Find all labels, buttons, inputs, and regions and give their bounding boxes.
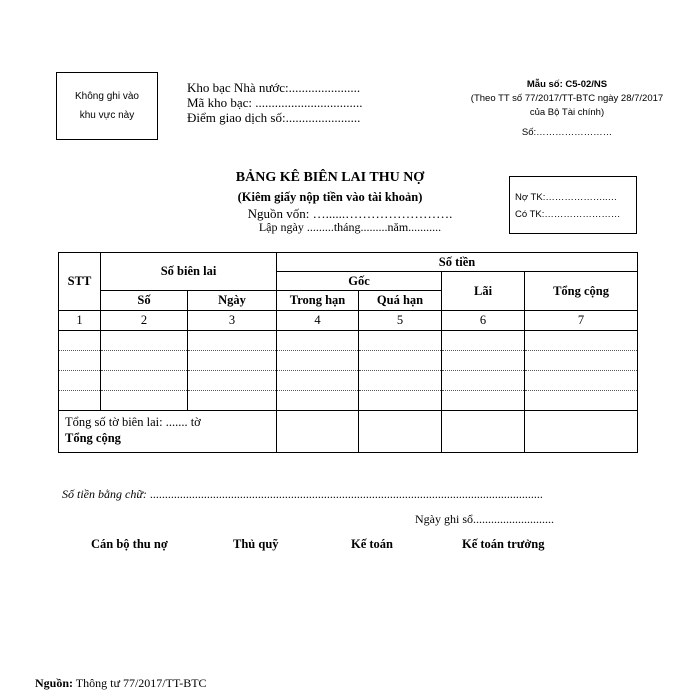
total-label: Tổng cộng [65,431,121,445]
header-so-tien: Số tiền [277,253,638,272]
document-subtitle: (Kiêm giấy nộp tiền vào tài khoản) [237,190,423,204]
funding-source: Nguồn vốn: …......……………………. [247,206,453,221]
col-number: 1 [59,311,101,331]
form-number: Mẫu số: C5-02/NS [526,79,608,90]
table-row [59,391,638,411]
account-box [509,176,637,234]
reserved-area-box [56,72,158,140]
header-qua-han: Quá hạn [359,291,442,311]
source-label: Nguồn: [35,676,74,690]
amount-words-label: Số tiền bằng chữ: [62,487,147,501]
form-reference [452,78,682,140]
kho-bac-line: Kho bạc Nhà nước:...................... [187,80,361,95]
credit-account: Có TK:…………………… [515,209,621,220]
receipt-table [58,252,638,453]
table-row [59,371,638,391]
total-sheets: Tổng số tờ biên lai: ....... tờ [65,415,201,429]
document-title: BẢNG KÊ BIÊN LAI THU NỢ [235,170,425,185]
col-number: 2 [101,311,188,331]
total-cell [59,411,277,453]
form-serial: Số:…………………… [521,127,613,138]
form-authority: của Bộ Tài chính) [529,107,605,118]
header-lai: Lãi [442,272,525,311]
col-number: 3 [188,311,277,331]
sig-ke-toan: Kế toán [351,537,394,551]
col-number: 5 [359,311,442,331]
date-created: Lập ngày .........tháng.........năm........... [258,220,442,234]
col-number: 7 [525,311,638,331]
col-number: 6 [442,311,525,331]
header-stt: STT [59,253,101,311]
ma-kho-bac-line: Mã kho bạc: ................................. [187,95,363,110]
header-trong-han: Trong hạn [277,291,359,311]
header-ngay: Ngày [188,291,277,311]
header-tong-cong: Tổng cộng [525,272,638,311]
table-row [59,331,638,351]
ngay-ghi-so: Ngày ghi sổ........................... [415,512,554,526]
sig-thu-quy: Thủ quỹ [233,537,279,551]
sig-ke-toan-truong: Kế toán trưởng [462,537,545,551]
table-row [59,351,638,371]
col-number: 4 [277,311,359,331]
header-goc: Gốc [277,272,442,291]
reserved-area-line2: khu vực này [79,110,135,121]
treasury-info [187,80,362,125]
reserved-area-line1: Không ghi vào [75,91,139,102]
header-so-bien-lai: Số biên lai [101,253,277,291]
debit-account: Nợ TK:………………..… [515,192,618,203]
source-value: Thông tư 77/2017/TT-BTC [73,676,207,690]
sig-can-bo: Cán bộ thu nợ [91,537,168,551]
amount-words-dots: ................................................................................................................................... [146,487,543,501]
diem-giao-dich-line: Điểm giao dịch số:....................... [187,110,361,125]
form-regulation: (Theo TT số 77/2017/TT-BTC ngày 28/7/2017 [470,93,664,104]
amount-in-words [62,487,543,502]
column-number-row [59,311,638,331]
source-note [35,676,207,691]
total-row [59,411,638,453]
header-so: Số [101,291,188,311]
